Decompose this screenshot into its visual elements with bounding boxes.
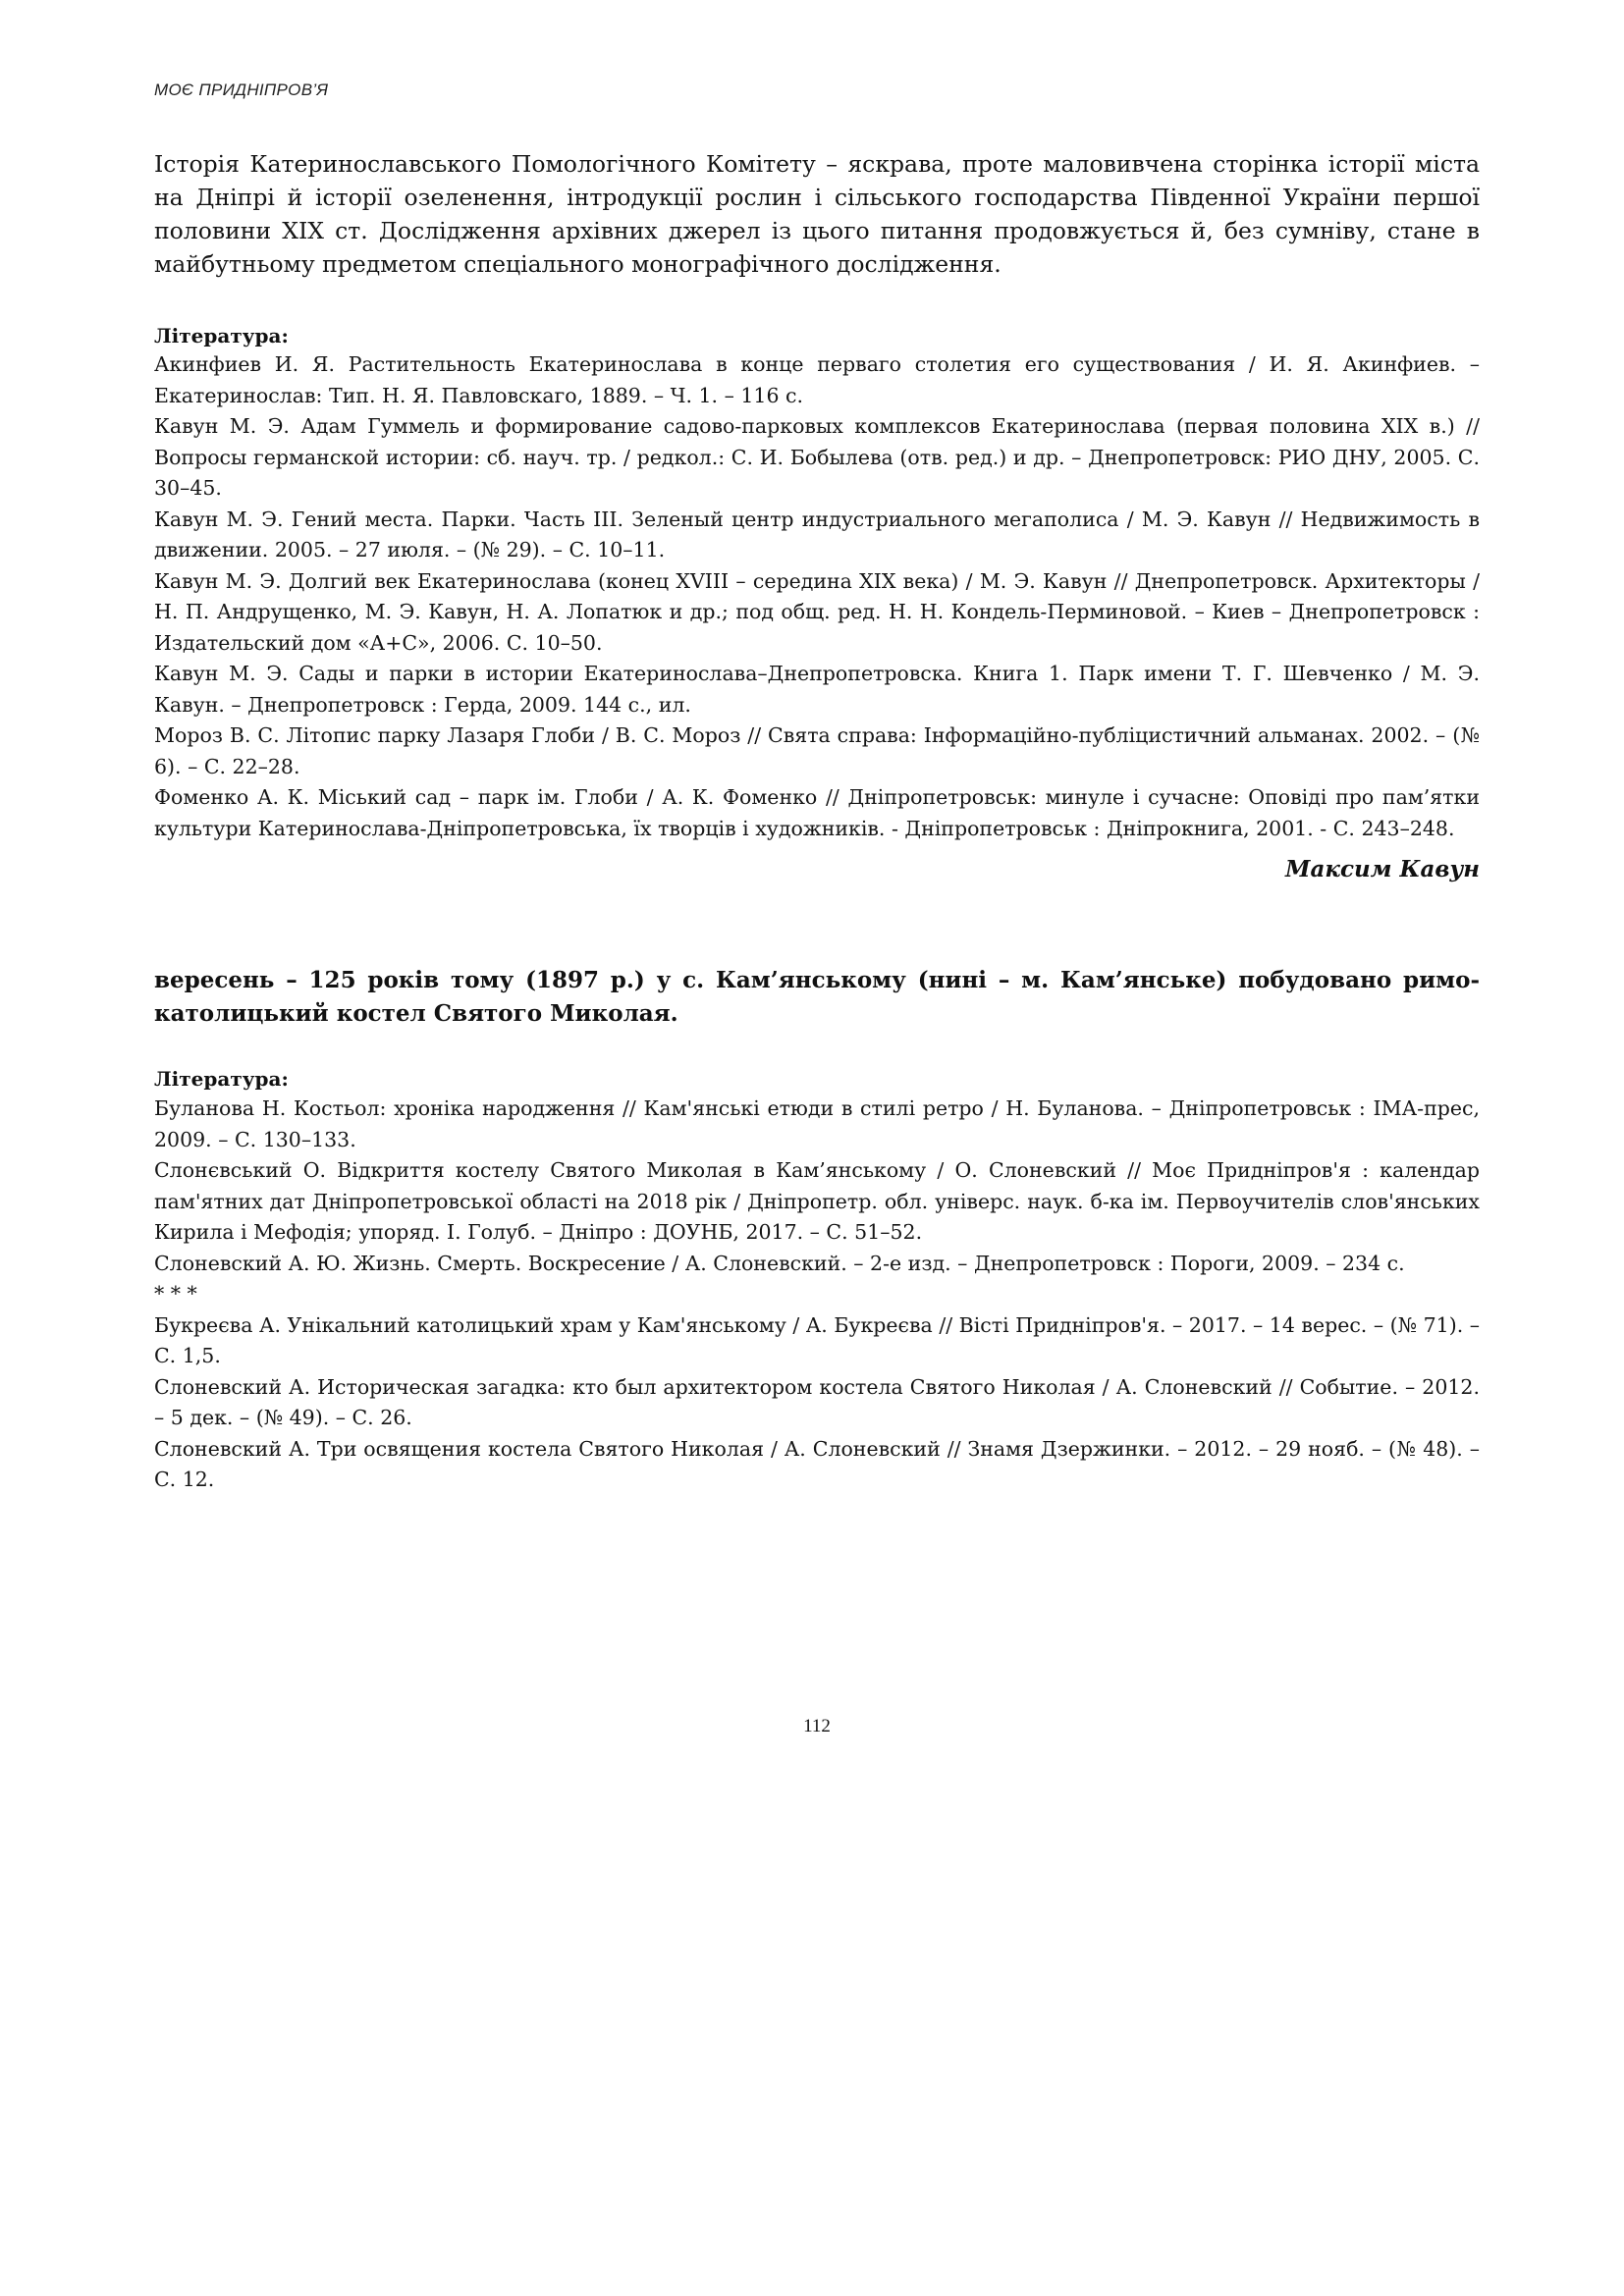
reference-item: Слоневский А. Историческая загадка: кто был архитектором костела Святого Николая / А. Слоневский // Событие. – 2012. – 5 дек. – (№ 49). – С. 26. xyxy=(154,1374,1480,1429)
reference-item: Кавун М. Э. Долгий век Екатеринослава (конец XVIII – середина XIX века) / М. Э. Кавун // Днепропетровск. Архитекторы / Н. П. Андрущенко, М. Э. Кавун, Н. А. Лопатюк и др.; под общ. ред. Н. Н. Кондель-Перминовой. – Киев – Днепропетровск : Издательский дом «А+С», 2006. С. 10–50. xyxy=(154,568,1480,655)
reference-item: Слоневский А. Три освящения костела Святого Николая / А. Слоневский // Знамя Дзержинки. – 2012. – 29 нояб. – (№ 48). – С. 12. xyxy=(154,1436,1480,1491)
reference-item: Акинфиев И. Я. Растительность Екатеринослава в конце перваго столетия его существования / И. Я. Акинфиев. – Екатеринослав: Тип. Н. Я. Павловскаго, 1889. – Ч. 1. – 116 с. xyxy=(154,352,1480,407)
reference-list xyxy=(154,1094,1480,1496)
intro-paragraph: Історія Катеринославського Помологічного Комітету – яскрава, проте маловивчена сторінка історії міста на Дніпрі й історії озеленення, інтродукції рослин і сільського господарства Південної України першої половини ХІХ ст. Дослідження архівних джерел із цього питання продовжується й, без сумніву, стане в майбутньому предметом спеціального монографічного дослідження. xyxy=(154,150,1480,278)
author-signature: Максим Кавун xyxy=(1285,856,1480,882)
event-heading: вересень – 125 років тому (1897 р.) у с. Кам’янському (нині – м. Кам’янське) побудовано римо-католицький костел Святого Миколая. xyxy=(154,967,1480,1027)
reference-list xyxy=(154,349,1480,844)
running-header: МОЄ ПРИДНІПРОВ’Я xyxy=(154,80,329,99)
reference-item: Буланова Н. Костьол: хроніка народження // Кам'янські етюди в стилі ретро / Н. Буланова. – Дніпропетровськ : ІМА-прес, 2009. – С. 130–133. xyxy=(154,1096,1480,1151)
literature-heading: Література: xyxy=(154,324,289,347)
page-number: 112 xyxy=(803,1716,831,1736)
reference-item: Слоневский А. Ю. Жизнь. Смерть. Воскресение / А. Слоневский. – 2-е изд. – Днепропетровск : Пороги, 2009. – 234 с. xyxy=(154,1251,1405,1275)
reference-item: Фоменко А. К. Міський сад – парк ім. Глоби / А. К. Фоменко // Дніпропетровськ: минуле і сучасне: Оповіді про пам’ятки культури Катеринослава-Дніпропетровська, їх творців і художників. - Дніпропетровськ : Дніпрокнига, 2001. - С. 243–248. xyxy=(154,785,1480,840)
literature-heading: Література: xyxy=(154,1067,289,1091)
reference-item: Кавун М. Э. Адам Гуммель и формирование садово-парковых комплексов Екатеринослава (первая половина ХІХ в.) // Вопросы германской истории: сб. науч. тр. / редкол.: С. И. Бобылева (отв. ред.) и др. – Днепропетровск: РИО ДНУ, 2005. С. 30–45. xyxy=(154,414,1480,500)
reference-item: Слонєвський О. Відкриття костелу Святого Миколая в Кам’янському / О. Слоневский // Моє Придніпров'я : календар пам'ятних дат Дніпропетровської області на 2018 рік / Дніпропетр. обл. універс. наук. б-ка ім. Первоучителів слов'янських Кирила і Мефодія; упоряд. І. Голуб. – Дніпро : ДОУНБ, 2017. – С. 51–52. xyxy=(154,1158,1480,1244)
reference-item: Кавун М. Э. Гений места. Парки. Часть ІІІ. Зеленый центр индустриального мегаполиса / М. Э. Кавун // Недвижимость в движении. 2005. – 27 июля. – (№ 29). – С. 10–11. xyxy=(154,507,1480,561)
reference-separator: * * * xyxy=(154,1282,197,1306)
reference-item: Мороз В. С. Літопис парку Лазаря Глоби / В. С. Мороз // Свята справа: Інформаційно-публіцистичний альманах. 2002. – (№ 6). – С. 22–28. xyxy=(154,723,1480,778)
reference-item: Кавун М. Э. Сады и парки в истории Екатеринослава–Днепропетровска. Книга 1. Парк имени Т. Г. Шевченко / М. Э. Кавун. – Днепропетровск : Герда, 2009. 144 с., ил. xyxy=(154,662,1480,717)
reference-item: Букреєва А. Унікальний католицький храм у Кам'янському / А. Букреєва // Вісті Придніпров'я. – 2017. – 14 верес. – (№ 71). – С. 1,5. xyxy=(154,1312,1480,1367)
